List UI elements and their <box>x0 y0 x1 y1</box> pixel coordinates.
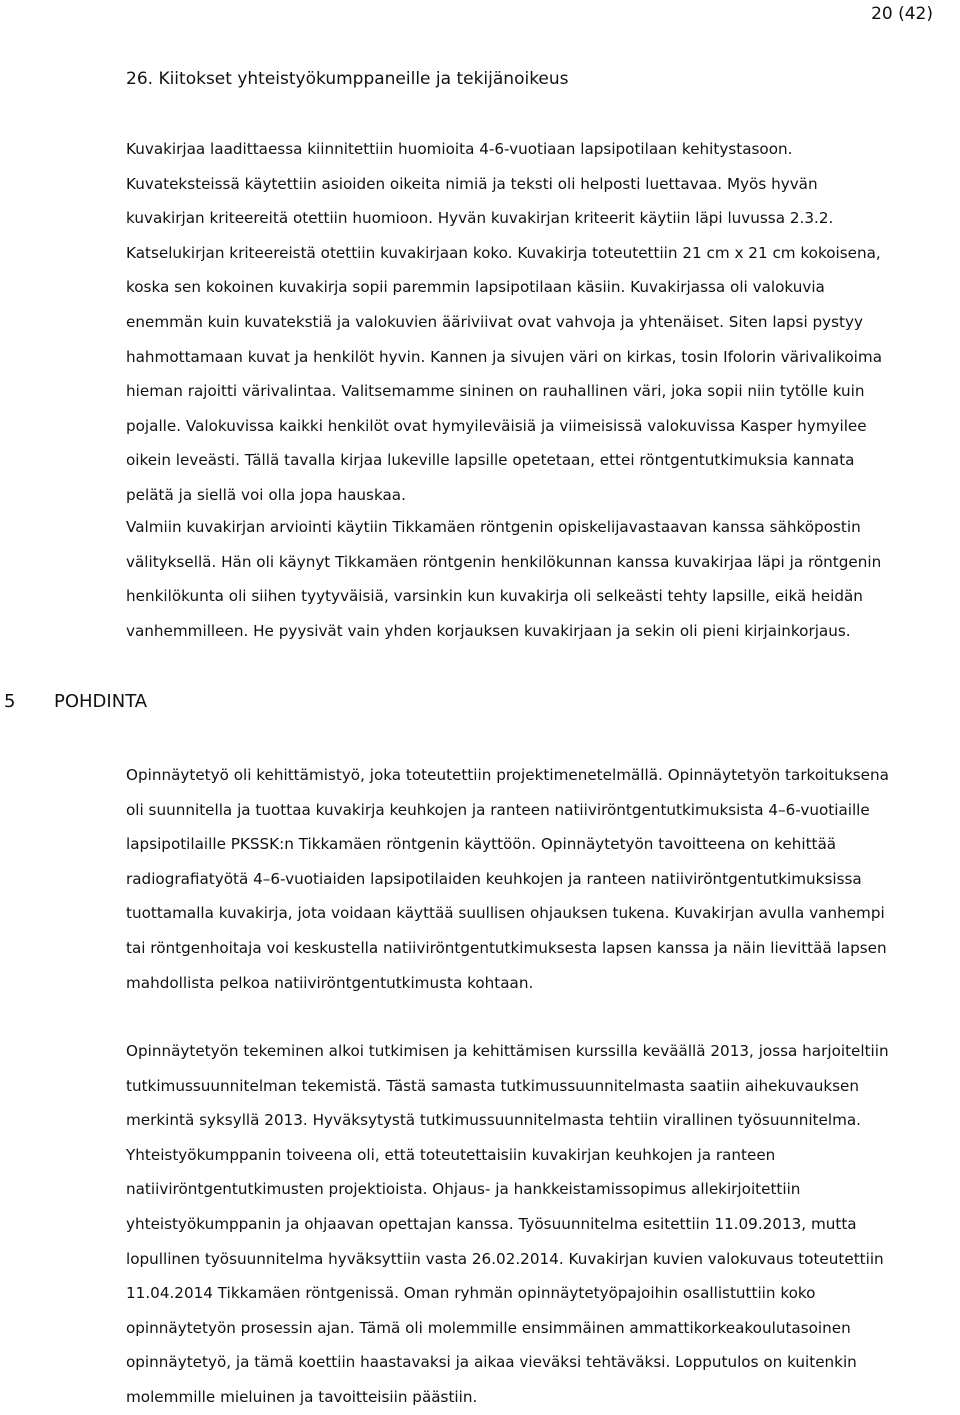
text-line: tuottamalla kuvakirja, jota voidaan käyttää suullisen ohjauksen tukena. Kuvakirjan avulla vanhempi <box>126 904 885 923</box>
chapter-paragraph-2 <box>126 1034 956 1415</box>
text-line: henkilökunta oli siihen tyytyväisiä, varsinkin kun kuvakirja oli selkeästi tehty lapsille, eikä heidän <box>126 587 863 606</box>
text-line: oli suunnitella ja tuottaa kuvakirja keuhkojen ja ranteen natiiviröntgentutkimuksista 4–6-vuotiaille <box>126 800 870 819</box>
text-line: yhteistyökumppanin ja ohjaavan opettajan kanssa. Työsuunnitelma esitettiin 11.09.2013, mutta <box>126 1214 857 1233</box>
text-line: hieman rajoitti värivalintaa. Valitsemamme sininen on rauhallinen väri, joka sopii niin tytölle kuin <box>126 382 865 401</box>
text-line: mahdollista pelkoa natiiviröntgentutkimusta kohtaan. <box>126 973 534 992</box>
text-line: 11.04.2014 Tikkamäen röntgenissä. Oman ryhmän opinnäytetyöpajoihin osallistuttiin koko <box>126 1284 816 1303</box>
text-line: tutkimussuunnitelman tekemistä. Tästä samasta tutkimussuunnitelmasta saatiin aihekuvauksen <box>126 1076 860 1095</box>
chapter-heading <box>4 689 147 715</box>
text-line: natiiviröntgentutkimusten projektioista. Ohjaus- ja hankkeistamissopimus allekirjoitettiin <box>126 1180 801 1199</box>
text-line: Valmiin kuvakirjan arviointi käytiin Tikkamäen röntgenin opiskelijavastaavan kanssa sähköpostin <box>126 518 861 536</box>
text-line: pojalle. Valokuvissa kaikki henkilöt ovat hymyileväisiä ja viimeisissä valokuvissa Kasper hymyilee <box>126 416 867 435</box>
text-line: molemmille mieluinen ja tavoitteisiin päästiin. <box>126 1387 478 1406</box>
text-line: välityksellä. Hän oli käynyt Tikkamäen röntgenin henkilökunnan kanssa kuvakirjaa läpi ja röntgenin <box>126 552 882 571</box>
text-line: oikein leveästi. Tällä tavalla kirjaa lukeville lapsille opetetaan, ettei röntgentutkimuksia kannata <box>126 451 855 470</box>
text-line: tai röntgenhoitaja voi keskustella natiiviröntgentutkimuksesta lapsen kanssa ja näin lievittää lapsen <box>126 938 887 957</box>
text-line: kuvakirjan kriteereitä otettiin huomioon. Hyvän kuvakirjan kriteerit käytiin läpi luvussa 2.3.2. <box>126 209 834 228</box>
chapter-number: 5 <box>4 691 16 712</box>
text-line: pelätä ja siellä voi olla jopa hauskaa. <box>126 485 406 504</box>
text-line: lapsipotilaille PKSSK:n Tikkamäen röntgenin käyttöön. Opinnäytetyön tavoitteena on kehittää <box>126 835 837 854</box>
text-line: enemmän kuin kuvatekstiä ja valokuvien ääriviivat ovat vahvoja ja yhtenäiset. Siten lapsi pystyy <box>126 312 863 331</box>
text-line: Opinnäytetyö oli kehittämistyö, joka toteutettiin projektimenetelmällä. Opinnäytetyön tarkoituksena <box>126 766 889 784</box>
text-line: opinnäytetyön prosessin ajan. Tämä oli molemmille ensimmäinen ammattikorkeakoulutasoinen <box>126 1318 851 1337</box>
text-line: merkintä syksyllä 2013. Hyväksytystä tutkimussuunnitelmasta tehtiin virallinen työsuunnitelma. <box>126 1111 861 1130</box>
text-line: hahmottamaan kuvat ja henkilöt hyvin. Kannen ja sivujen väri on kirkas, tosin Ifolorin värivalikoima <box>126 347 883 366</box>
text-line: Katselukirjan kriteereistä otettiin kuvakirjaan koko. Kuvakirja toteutettiin 21 cm x 21 cm kokoisena, <box>126 243 881 262</box>
text-line: Kuvateksteissä käytettiin asioiden oikeita nimiä ja teksti oli helposti luettavaa. Myös hyvän <box>126 174 818 193</box>
section-heading: 26. Kiitokset yhteistyökumppaneille ja tekijänoikeus <box>126 69 569 89</box>
section-paragraph-2 <box>126 510 956 648</box>
text-line: koska sen kokoinen kuvakirja sopii paremmin lapsipotilaan käsiin. Kuvakirjassa oli valokuvia <box>126 278 825 297</box>
chapter-paragraph-1 <box>126 758 956 1000</box>
text-line: Kuvakirjaa laadittaessa kiinnitettiin huomioita 4-6-vuotiaan lapsipotilaan kehitystasoon. <box>126 140 793 158</box>
page-number: 20 (42) <box>871 4 933 24</box>
text-line: opinnäytetyö, ja tämä koettiin haastavaksi ja aikaa vieväksi tehtäväksi. Lopputulos on kuitenkin <box>126 1353 857 1372</box>
text-line: Opinnäytetyön tekeminen alkoi tutkimisen ja kehittämisen kurssilla keväällä 2013, jossa harjoiteltiin <box>126 1042 889 1060</box>
text-line: lopullinen työsuunnitelma hyväksyttiin vasta 26.02.2014. Kuvakirjan kuvien valokuvaus toteutettiin <box>126 1249 884 1268</box>
text-line: vanhemmilleen. He pyysivät vain yhden korjauksen kuvakirjaan ja sekin oli pieni kirjainkorjaus. <box>126 621 851 640</box>
text-line: Yhteistyökumppanin toiveena oli, että toteutettaisiin kuvakirjan keuhkojen ja ranteen <box>126 1145 776 1164</box>
text-line: radiografiatyötä 4–6-vuotiaiden lapsipotilaiden keuhkojen ja ranteen natiiviröntgentutkimuksissa <box>126 869 862 888</box>
chapter-title: POHDINTA <box>54 691 148 712</box>
section-paragraph-1 <box>126 132 956 513</box>
